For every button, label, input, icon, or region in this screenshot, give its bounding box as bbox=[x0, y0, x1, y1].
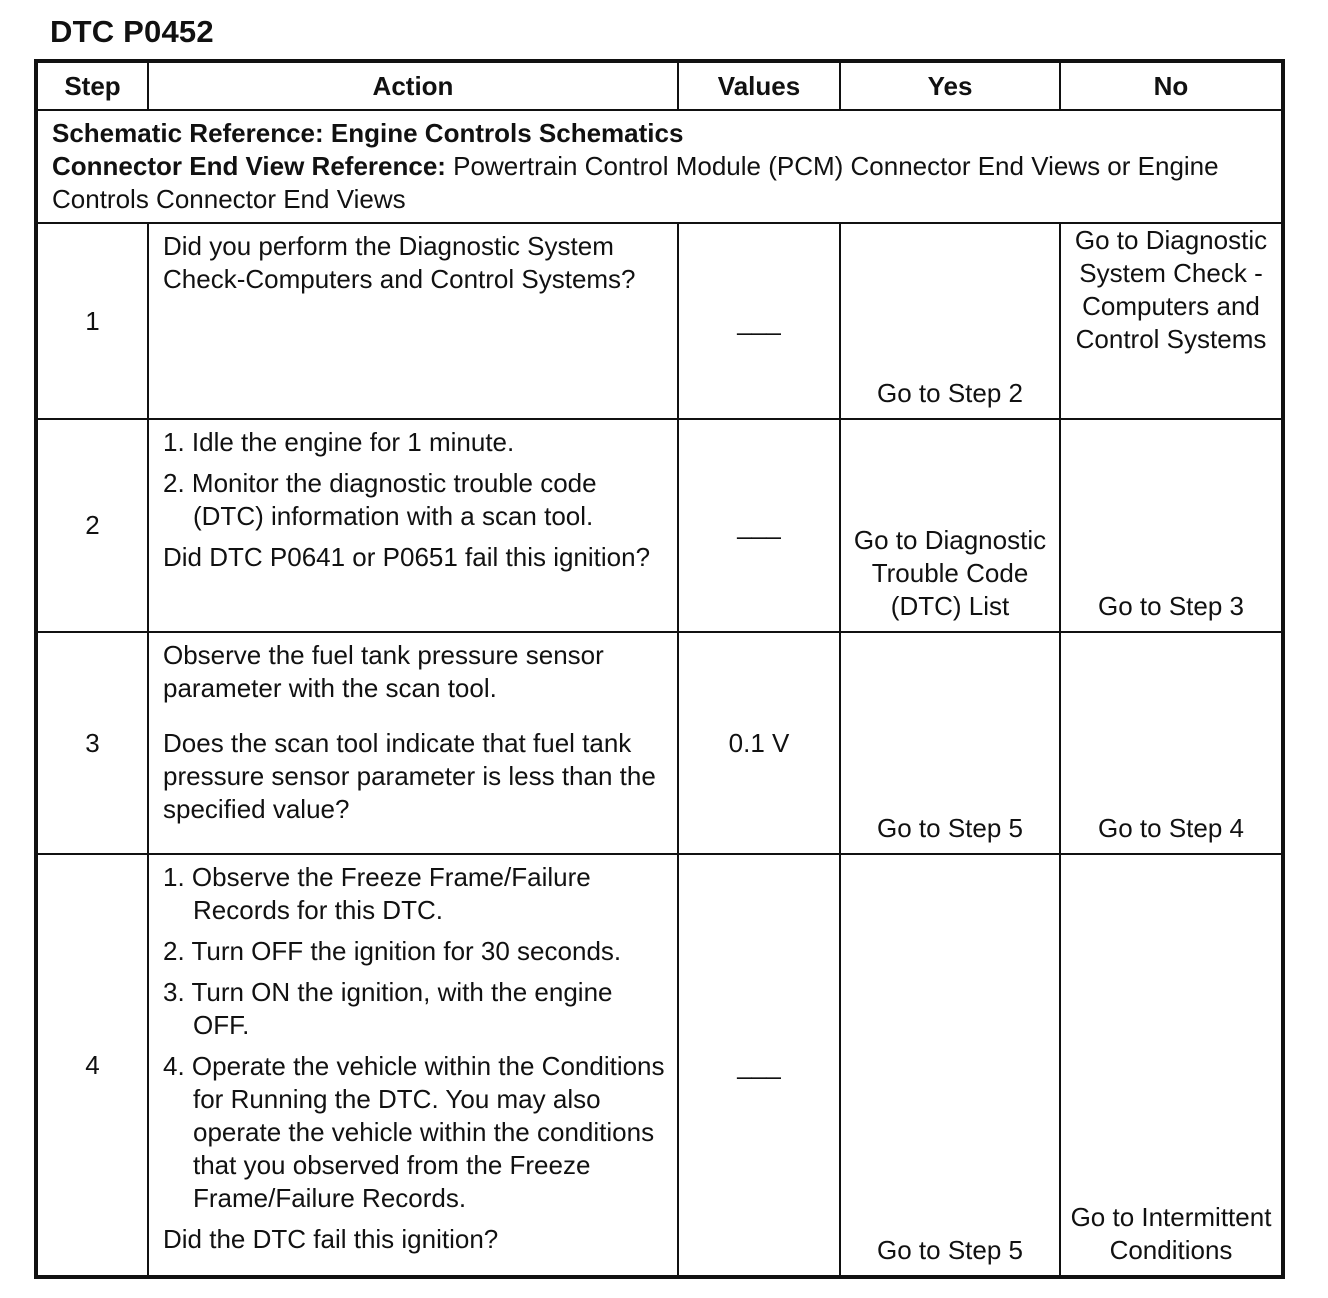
diagnostic-table bbox=[34, 59, 1285, 1279]
action-list bbox=[163, 426, 665, 533]
table-row bbox=[36, 419, 1283, 632]
value-cell: ___ bbox=[678, 854, 840, 1277]
schematic-reference: Schematic Reference: Engine Controls Schematics bbox=[52, 118, 684, 148]
no-cell: Go to Step 4 bbox=[1060, 632, 1283, 854]
table-row bbox=[36, 854, 1283, 1277]
value-cell: ___ bbox=[678, 419, 840, 632]
action-cell bbox=[148, 632, 678, 854]
action-cell bbox=[148, 854, 678, 1277]
no-cell: Go to Step 3 bbox=[1060, 419, 1283, 632]
header-values: Values bbox=[678, 61, 840, 110]
step-number: 2 bbox=[36, 419, 148, 632]
list-item: 4. Operate the vehicle within the Conditions for Running the DTC. You may also operate the vehicle within the conditions that you observed from the Freeze Frame/Failure Records. bbox=[163, 1051, 665, 1213]
header-row bbox=[36, 61, 1283, 110]
connector-reference-text: Powertrain Control Module (PCM) Connector End Views or Engine Controls Connector End Views bbox=[52, 151, 1219, 214]
header-action: Action bbox=[148, 61, 678, 110]
yes-cell: Go to Step 5 bbox=[840, 854, 1060, 1277]
value-cell: ___ bbox=[678, 223, 840, 419]
header-step: Step bbox=[36, 61, 148, 110]
table-row bbox=[36, 223, 1283, 419]
yes-cell: Go to Step 2 bbox=[840, 223, 1060, 419]
action-question: Did the DTC fail this ignition? bbox=[163, 1224, 499, 1254]
action-cell bbox=[148, 223, 678, 419]
connector-reference-label: Connector End View Reference: bbox=[52, 151, 446, 181]
list-item: 2. Turn OFF the ignition for 30 seconds. bbox=[163, 936, 622, 966]
action-text: Did you perform the Diagnostic System Check-Computers and Control Systems? bbox=[163, 231, 636, 294]
document-title: DTC P0452 bbox=[50, 14, 214, 49]
step-number: 3 bbox=[36, 632, 148, 854]
value-cell: 0.1 V bbox=[678, 632, 840, 854]
list-item: 3. Turn ON the ignition, with the engine OFF. bbox=[163, 977, 613, 1040]
no-cell: Go to Intermittent Conditions bbox=[1060, 854, 1283, 1277]
list-item: 2. Monitor the diagnostic trouble code (DTC) information with a scan tool. bbox=[163, 468, 597, 531]
action-list bbox=[163, 861, 665, 1215]
reference-cell bbox=[36, 110, 1283, 223]
action-text: Observe the fuel tank pressure sensor parameter with the scan tool. bbox=[163, 640, 604, 703]
action-cell bbox=[148, 419, 678, 632]
yes-cell: Go to Diagnostic Trouble Code (DTC) List bbox=[840, 419, 1060, 632]
header-yes: Yes bbox=[840, 61, 1060, 110]
reference-row bbox=[36, 110, 1283, 223]
action-question: Does the scan tool indicate that fuel tank pressure sensor parameter is less than the specified value? bbox=[163, 728, 656, 824]
list-item: 1. Idle the engine for 1 minute. bbox=[163, 427, 515, 457]
yes-cell: Go to Step 5 bbox=[840, 632, 1060, 854]
header-no: No bbox=[1060, 61, 1283, 110]
action-question: Did DTC P0641 or P0651 fail this ignition? bbox=[163, 542, 651, 572]
list-item: 1. Observe the Freeze Frame/Failure Records for this DTC. bbox=[163, 862, 591, 925]
no-cell: Go to Diagnostic System Check - Computers and Control Systems bbox=[1060, 223, 1283, 419]
step-number: 4 bbox=[36, 854, 148, 1277]
table-row bbox=[36, 632, 1283, 854]
step-number: 1 bbox=[36, 223, 148, 419]
